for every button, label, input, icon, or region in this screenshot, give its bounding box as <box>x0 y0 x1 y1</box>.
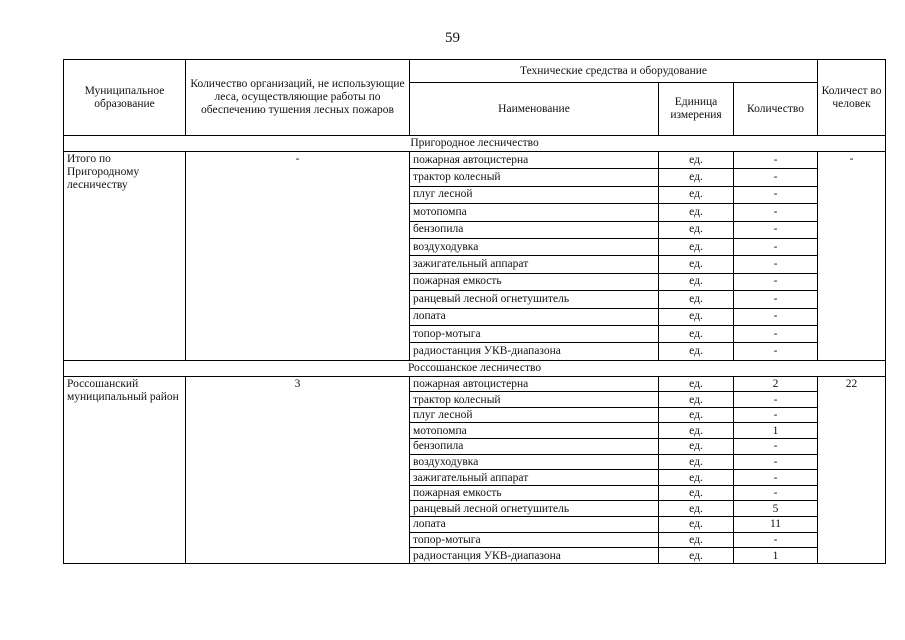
quantity-cell: - <box>734 256 818 273</box>
equipment-name-cell: топор-мотыга <box>410 325 659 342</box>
unit-cell: ед. <box>659 325 734 342</box>
unit-cell: ед. <box>659 392 734 408</box>
unit-cell: ед. <box>659 221 734 238</box>
municipality-cell: Россошанский муниципальный район <box>64 376 186 563</box>
persons-cell: 22 <box>818 376 886 563</box>
quantity-cell: - <box>734 454 818 470</box>
equipment-name-cell: ранцевый лесной огнетушитель <box>410 501 659 517</box>
unit-cell: ед. <box>659 273 734 290</box>
quantity-cell: - <box>734 485 818 501</box>
quantity-cell: 11 <box>734 517 818 533</box>
quantity-cell: - <box>734 169 818 186</box>
header-name: Наименование <box>410 83 659 136</box>
equipment-name-cell: топор-мотыга <box>410 532 659 548</box>
equipment-name-cell: пожарная емкость <box>410 485 659 501</box>
unit-cell: ед. <box>659 470 734 486</box>
equipment-table <box>63 59 886 564</box>
unit-cell: ед. <box>659 548 734 564</box>
persons-cell: - <box>818 152 886 361</box>
equipment-name-cell: трактор колесный <box>410 392 659 408</box>
equipment-name-cell: мотопомпа <box>410 204 659 221</box>
table-row <box>64 376 886 392</box>
quantity-cell: - <box>734 238 818 255</box>
quantity-cell: - <box>734 308 818 325</box>
header-unit: Единица измерения <box>659 83 734 136</box>
unit-cell: ед. <box>659 501 734 517</box>
equipment-name-cell: пожарная автоцистерна <box>410 152 659 169</box>
equipment-name-cell: зажигательный аппарат <box>410 470 659 486</box>
unit-cell: ед. <box>659 454 734 470</box>
quantity-cell: - <box>734 407 818 423</box>
quantity-cell: - <box>734 532 818 548</box>
quantity-cell: 1 <box>734 423 818 439</box>
header-org-count: Количество организаций, не использующие леса, осуществляющие работы по обеспечению тушения лесных пожаров <box>186 60 410 136</box>
equipment-name-cell: плуг лесной <box>410 186 659 203</box>
quantity-cell: - <box>734 291 818 308</box>
quantity-cell: - <box>734 392 818 408</box>
quantity-cell: - <box>734 204 818 221</box>
quantity-cell: 1 <box>734 548 818 564</box>
unit-cell: ед. <box>659 186 734 203</box>
unit-cell: ед. <box>659 308 734 325</box>
table-row <box>64 152 886 169</box>
equipment-name-cell: воздуходувка <box>410 454 659 470</box>
quantity-cell: 5 <box>734 501 818 517</box>
equipment-name-cell: пожарная емкость <box>410 273 659 290</box>
unit-cell: ед. <box>659 256 734 273</box>
quantity-cell: 2 <box>734 376 818 392</box>
unit-cell: ед. <box>659 343 734 360</box>
equipment-name-cell: трактор колесный <box>410 169 659 186</box>
equipment-name-cell: плуг лесной <box>410 407 659 423</box>
unit-cell: ед. <box>659 407 734 423</box>
header-municipality: Муниципальное образование <box>64 60 186 136</box>
unit-cell: ед. <box>659 291 734 308</box>
equipment-name-cell: ранцевый лесной огнетушитель <box>410 291 659 308</box>
unit-cell: ед. <box>659 238 734 255</box>
quantity-cell: - <box>734 325 818 342</box>
equipment-name-cell: радиостанция УКВ-диапазона <box>410 343 659 360</box>
municipality-cell: Итого по Пригородному лесничеству <box>64 152 186 361</box>
equipment-name-cell: воздуходувка <box>410 238 659 255</box>
unit-cell: ед. <box>659 152 734 169</box>
unit-cell: ед. <box>659 517 734 533</box>
equipment-table-wrapper <box>63 59 885 564</box>
equipment-name-cell: зажигательный аппарат <box>410 256 659 273</box>
quantity-cell: - <box>734 470 818 486</box>
unit-cell: ед. <box>659 485 734 501</box>
equipment-name-cell: лопата <box>410 308 659 325</box>
org-count-cell: - <box>186 152 410 361</box>
header-equipment-group: Технические средства и оборудование <box>410 60 818 83</box>
section-title: Россошанское лесничество <box>64 360 886 376</box>
equipment-name-cell: радиостанция УКВ-диапазона <box>410 548 659 564</box>
unit-cell: ед. <box>659 439 734 455</box>
quantity-cell: - <box>734 273 818 290</box>
quantity-cell: - <box>734 221 818 238</box>
equipment-name-cell: пожарная автоцистерна <box>410 376 659 392</box>
quantity-cell: - <box>734 439 818 455</box>
unit-cell: ед. <box>659 204 734 221</box>
page-number: 59 <box>445 30 460 46</box>
unit-cell: ед. <box>659 532 734 548</box>
unit-cell: ед. <box>659 423 734 439</box>
quantity-cell: - <box>734 186 818 203</box>
equipment-name-cell: бензопила <box>410 439 659 455</box>
unit-cell: ед. <box>659 169 734 186</box>
unit-cell: ед. <box>659 376 734 392</box>
org-count-cell: 3 <box>186 376 410 563</box>
quantity-cell: - <box>734 343 818 360</box>
equipment-name-cell: мотопомпа <box>410 423 659 439</box>
equipment-name-cell: бензопила <box>410 221 659 238</box>
quantity-cell: - <box>734 152 818 169</box>
section-title: Пригородное лесничество <box>64 136 886 152</box>
header-quantity: Количество <box>734 83 818 136</box>
header-persons: Количест во человек <box>818 60 886 136</box>
equipment-name-cell: лопата <box>410 517 659 533</box>
